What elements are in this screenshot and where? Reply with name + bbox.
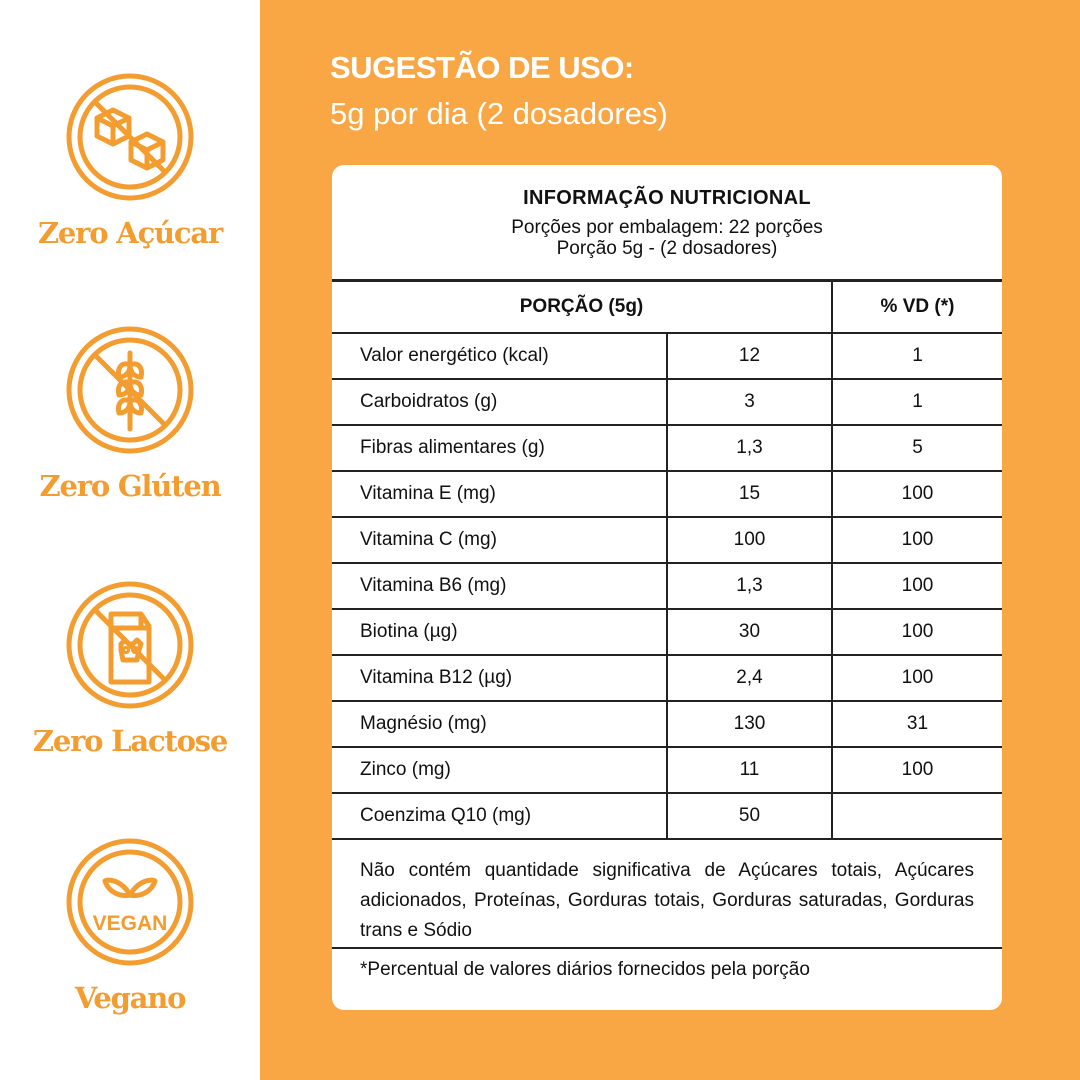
vd-header: % VD (*) [832, 282, 1002, 333]
name-cell: Vitamina B12 (µg) [332, 655, 667, 701]
nutrition-title: INFORMAÇÃO NUTRICIONAL [523, 187, 811, 209]
value-cell: 30 [667, 609, 832, 655]
benefits-sidebar [0, 0, 260, 1080]
value-cell: 3 [667, 379, 832, 425]
vd-cell: 100 [832, 563, 1002, 609]
table-row [332, 517, 1002, 563]
table-row [332, 701, 1002, 747]
servings-per-package: Porções por embalagem: 22 porções [511, 217, 823, 238]
name-cell: Zinco (mg) [332, 747, 667, 793]
name-cell: Fibras alimentares (g) [332, 425, 667, 471]
vd-cell: 100 [832, 471, 1002, 517]
badge-zero-lactose [0, 580, 260, 758]
nutrition-note: Não contém quantidade significativa de Açúcares totais, Açúcares adicionados, Proteínas, Gorduras totais, Gorduras saturadas, Gorduras trans e Sódio [332, 840, 1002, 949]
name-cell: Vitamina E (mg) [332, 471, 667, 517]
usage-title: SUGESTÃO DE USO: [330, 50, 634, 85]
main-panel [260, 0, 1080, 1080]
nutrition-card [332, 165, 1002, 1010]
vd-cell [832, 793, 1002, 839]
badge-zero-gluten [0, 325, 260, 503]
table-row [332, 747, 1002, 793]
vd-cell: 5 [832, 425, 1002, 471]
badge-label: Zero Açúcar [37, 216, 223, 250]
value-cell: 1,3 [667, 563, 832, 609]
table-row [332, 425, 1002, 471]
badge-label: Zero Glúten [39, 469, 221, 503]
badge-label: Zero Lactose [32, 724, 228, 758]
no-gluten-icon [65, 325, 195, 455]
table-row [332, 563, 1002, 609]
portion-size: Porção 5g - (2 dosadores) [556, 238, 778, 259]
value-cell: 15 [667, 471, 832, 517]
value-cell: 50 [667, 793, 832, 839]
name-cell: Valor energético (kcal) [332, 333, 667, 379]
value-cell: 1,3 [667, 425, 832, 471]
value-cell: 100 [667, 517, 832, 563]
table-row [332, 471, 1002, 517]
name-cell: Carboidratos (g) [332, 379, 667, 425]
nutrition-table [332, 282, 1002, 840]
vegan-icon-text: VEGAN [92, 912, 168, 935]
vd-cell: 31 [832, 701, 1002, 747]
table-row [332, 609, 1002, 655]
vd-cell: 100 [832, 747, 1002, 793]
nutrition-header [332, 165, 1002, 282]
no-sugar-icon [65, 72, 195, 202]
value-cell: 11 [667, 747, 832, 793]
no-lactose-icon [65, 580, 195, 710]
name-cell: Magnésio (mg) [332, 701, 667, 747]
vd-cell: 1 [832, 333, 1002, 379]
footnote: *Percentual de valores diários fornecidos pela porção [360, 959, 810, 980]
name-cell: Vitamina C (mg) [332, 517, 667, 563]
table-row [332, 655, 1002, 701]
portion-header: PORÇÃO (5g) [332, 282, 832, 333]
vd-cell: 100 [832, 655, 1002, 701]
value-cell: 2,4 [667, 655, 832, 701]
value-cell: 130 [667, 701, 832, 747]
name-cell: Vitamina B6 (mg) [332, 563, 667, 609]
vd-cell: 100 [832, 609, 1002, 655]
vd-cell: 1 [832, 379, 1002, 425]
value-cell: 12 [667, 333, 832, 379]
usage-text: 5g por dia (2 dosadores) [330, 96, 668, 131]
table-row [332, 379, 1002, 425]
vd-cell: 100 [832, 517, 1002, 563]
name-cell: Biotina (µg) [332, 609, 667, 655]
table-row [332, 793, 1002, 839]
badge-zero-sugar [0, 72, 260, 250]
table-row [332, 333, 1002, 379]
badge-vegan [0, 837, 260, 1015]
vegan-icon [65, 837, 195, 967]
name-cell: Coenzima Q10 (mg) [332, 793, 667, 839]
badge-label: Vegano [74, 981, 186, 1015]
